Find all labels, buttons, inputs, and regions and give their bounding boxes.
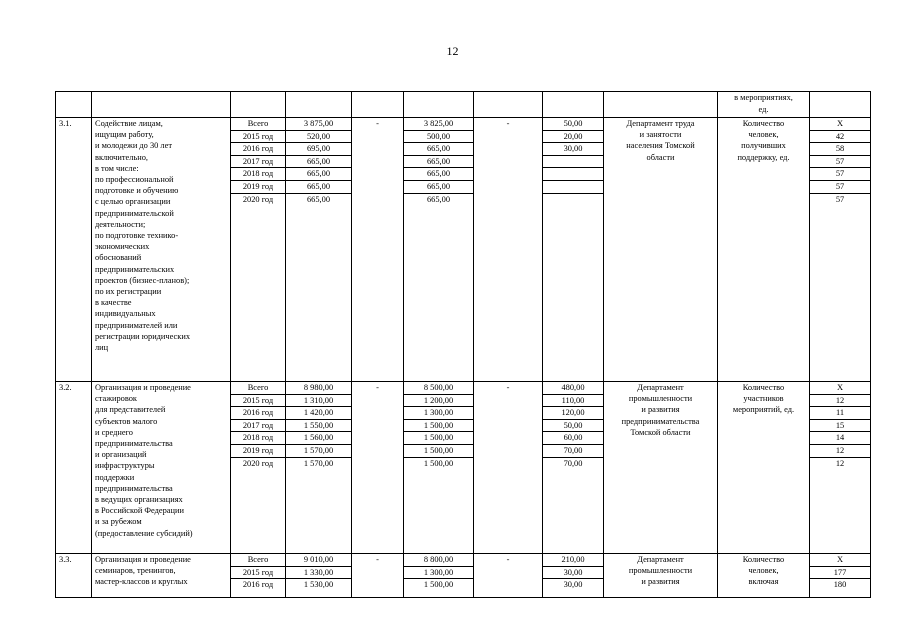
- activity-name-line: в Российской Федерации: [95, 506, 184, 516]
- activity-name-line: для представителей: [95, 405, 166, 415]
- indicator-value-cell: [810, 554, 871, 598]
- total-value: 8 980,00: [303, 383, 334, 392]
- extra-value: 60,00: [543, 431, 603, 444]
- year-label-cell: [231, 554, 286, 598]
- indicator-line: Количество: [742, 383, 785, 392]
- regional-value: 1 200,00: [404, 394, 473, 407]
- activity-name-line: субъектов малого: [95, 416, 158, 426]
- extra-value: 210,00: [561, 555, 585, 564]
- indicator-value: 12: [810, 394, 870, 407]
- total-value: 1 570,00: [286, 457, 351, 470]
- extra-value: 30,00: [543, 142, 603, 155]
- activity-name-cell: [92, 118, 231, 382]
- federal-value: -: [376, 555, 379, 564]
- activity-id-cell: [56, 554, 92, 598]
- extra-value: [543, 180, 603, 193]
- responsible-cell: [604, 118, 718, 382]
- total-value: 665,00: [286, 180, 351, 193]
- regional-value: 1 300,00: [404, 406, 473, 419]
- regional-value: 665,00: [404, 193, 473, 206]
- activity-name-line: включительно,: [95, 152, 148, 162]
- indicator-line: получивших: [741, 141, 786, 151]
- total-value: 1 420,00: [286, 406, 351, 419]
- page-number: 12: [446, 44, 459, 58]
- total-value: 1 330,00: [286, 566, 351, 579]
- indicator-value: 42: [810, 130, 870, 143]
- indicator-value: 177: [810, 566, 870, 579]
- local-cell: [474, 118, 543, 382]
- indicator-value: 57: [810, 167, 870, 180]
- regional-value: 1 300,00: [404, 566, 473, 579]
- responsible-line: Департамент: [637, 383, 684, 392]
- total-value: 9 010,00: [303, 555, 334, 564]
- responsible-line: Томской области: [630, 427, 691, 437]
- activity-name-cell: [92, 382, 231, 554]
- total-value: 1 560,00: [286, 431, 351, 444]
- federal-value: -: [376, 383, 379, 392]
- regional-value: 665,00: [404, 155, 473, 168]
- federal-value: -: [376, 119, 379, 128]
- year-label: 2017 год: [231, 155, 285, 168]
- total-value-cell: [286, 382, 352, 554]
- activity-name-line: предпринимательства: [95, 439, 173, 449]
- regional-value-cell: [404, 554, 474, 598]
- activity-row: [56, 382, 871, 554]
- extra-value: 120,00: [543, 406, 603, 419]
- total-value: 665,00: [286, 155, 351, 168]
- extra-value: 20,00: [543, 130, 603, 143]
- extra-value: 110,00: [543, 394, 603, 407]
- regional-value: 3 825,00: [423, 119, 454, 128]
- indicator-line: включая: [748, 577, 779, 587]
- activity-name-line: деятельности;: [95, 219, 146, 229]
- responsible-cell: [604, 382, 718, 554]
- activity-id-cell: [56, 382, 92, 554]
- regional-value: 500,00: [404, 130, 473, 143]
- year-label: 2020 год: [231, 457, 285, 470]
- year-label: 2020 год: [231, 193, 285, 206]
- extra-value-cell: [543, 382, 604, 554]
- extra-value: 70,00: [543, 444, 603, 457]
- responsible-line: и развития: [641, 405, 680, 415]
- year-label: Всего: [247, 119, 269, 128]
- indicator-line: участников: [743, 394, 784, 404]
- activity-row: [56, 118, 871, 382]
- total-value: 3 875,00: [303, 119, 334, 128]
- year-label: 2018 год: [231, 431, 285, 444]
- extra-value: 50,00: [543, 419, 603, 432]
- year-label: 2015 год: [231, 566, 285, 579]
- responsible-line: промышленности: [628, 566, 693, 576]
- year-label: 2015 год: [231, 130, 285, 143]
- extra-value: 50,00: [563, 119, 583, 128]
- indicator-header-line: ед.: [758, 105, 769, 114]
- extra-value: 480,00: [561, 383, 585, 392]
- responsible-line: Департамент: [637, 555, 684, 564]
- indicator-header-line: в мероприятиях,: [734, 93, 793, 102]
- activity-name-line: предпринимательских: [95, 264, 175, 274]
- extra-value: [543, 167, 603, 180]
- activity-name-line: и молодежи до 30 лет: [95, 141, 172, 151]
- activity-name-line: инфраструктуры: [95, 461, 155, 471]
- activity-name-line: лиц: [95, 343, 109, 353]
- indicator-value: 180: [810, 578, 870, 591]
- extra-value: [543, 155, 603, 168]
- activity-name-line: индивидуальных: [95, 309, 156, 319]
- year-label: Всего: [247, 555, 269, 564]
- indicator-value-cell: [810, 382, 871, 554]
- activity-id: 3.1.: [59, 119, 72, 128]
- indicator-value: 58: [810, 142, 870, 155]
- indicator-cell: [718, 554, 810, 598]
- indicator-value: 15: [810, 419, 870, 432]
- extra-value-cell: [543, 554, 604, 598]
- local-value: -: [506, 119, 510, 128]
- activity-name-line: по профессиональной: [95, 175, 174, 185]
- activity-name-line: по подготовке технико-: [95, 231, 179, 241]
- header-continuation-row: [56, 92, 871, 118]
- indicator-header-cell: [718, 92, 810, 118]
- year-label: 2016 год: [231, 142, 285, 155]
- indicator-value: Х: [836, 383, 844, 392]
- activity-name-line: Организация и проведение: [95, 383, 191, 392]
- extra-value-cell: [543, 118, 604, 382]
- activity-name-line: и среднего: [95, 427, 133, 437]
- regional-value: 1 500,00: [404, 457, 473, 470]
- activity-id-cell: [56, 118, 92, 382]
- indicator-value: 11: [810, 406, 870, 419]
- regional-value: 1 500,00: [404, 419, 473, 432]
- responsible-line: области: [646, 152, 675, 162]
- local-cell: [474, 554, 543, 598]
- activity-name-cell: [92, 554, 231, 598]
- activity-name-line: мастер-классов и круглых: [95, 577, 188, 587]
- regional-value-cell: [404, 118, 474, 382]
- activity-name-line: в качестве: [95, 298, 132, 308]
- extra-value: 70,00: [543, 457, 603, 470]
- indicator-value: 12: [810, 457, 870, 470]
- activities-table: [55, 91, 871, 598]
- total-value: 1 310,00: [286, 394, 351, 407]
- indicator-cell: [718, 118, 810, 382]
- indicator-line: поддержку, ед.: [737, 152, 790, 162]
- regional-value: 1 500,00: [404, 431, 473, 444]
- activity-id: 3.2.: [59, 383, 72, 392]
- indicator-value: 14: [810, 431, 870, 444]
- total-value: 665,00: [286, 193, 351, 206]
- activity-name-line: регистрации юридических: [95, 331, 191, 341]
- indicator-value: 57: [810, 155, 870, 168]
- regional-value: 8 500,00: [423, 383, 454, 392]
- activity-name-line: в том числе:: [95, 163, 139, 173]
- responsible-line: предпринимательства: [621, 416, 700, 426]
- regional-value: 1 500,00: [404, 444, 473, 457]
- activity-name-line: и за рубежом: [95, 517, 142, 527]
- responsible-cell: [604, 554, 718, 598]
- activity-name-line: стажировок: [95, 394, 137, 404]
- indicator-value: 57: [810, 193, 870, 206]
- responsible-line: Департамент труда: [626, 119, 695, 128]
- total-value-cell: [286, 118, 352, 382]
- total-value-cell: [286, 554, 352, 598]
- activity-name-line: ищущим работу,: [95, 130, 154, 140]
- responsible-line: и занятости: [639, 130, 682, 140]
- responsible-line: и развития: [641, 577, 680, 587]
- activity-name-line: подготовке и обучению: [95, 186, 179, 196]
- activity-name-line: предпринимателей или: [95, 320, 178, 330]
- activity-name-line: в ведущих организациях: [95, 495, 183, 505]
- local-cell: [474, 382, 543, 554]
- indicator-value-cell: [810, 118, 871, 382]
- activity-name-line: предпринимательской: [95, 208, 174, 218]
- regional-value: 665,00: [404, 180, 473, 193]
- activity-name-line: (предоставление субсидий): [95, 528, 193, 538]
- activity-name-line: и организаций: [95, 450, 147, 460]
- local-value: -: [506, 383, 510, 392]
- year-label: Всего: [247, 383, 269, 392]
- regional-value: 665,00: [404, 142, 473, 155]
- total-value: 520,00: [286, 130, 351, 143]
- indicator-value: 12: [810, 444, 870, 457]
- activity-name-line: Организация и проведение: [95, 555, 191, 564]
- regional-value: 8 800,00: [423, 555, 454, 564]
- total-value: 1 550,00: [286, 419, 351, 432]
- year-label: 2019 год: [231, 180, 285, 193]
- regional-value: 1 500,00: [404, 578, 473, 591]
- year-label: 2016 год: [231, 578, 285, 591]
- total-value: 1 570,00: [286, 444, 351, 457]
- activity-name-line: экономических: [95, 242, 150, 252]
- year-label: 2017 год: [231, 419, 285, 432]
- activity-name-line: с целью организации: [95, 197, 171, 207]
- federal-cell: [352, 554, 404, 598]
- total-value: 695,00: [286, 142, 351, 155]
- indicator-line: мероприятий, ед.: [732, 405, 795, 415]
- local-value: -: [506, 555, 510, 564]
- year-label: 2019 год: [231, 444, 285, 457]
- extra-value: [543, 193, 603, 206]
- year-label-cell: [231, 118, 286, 382]
- year-label: 2018 год: [231, 167, 285, 180]
- extra-value: 30,00: [543, 578, 603, 591]
- extra-value: 30,00: [543, 566, 603, 579]
- activity-id: 3.3.: [59, 555, 72, 564]
- indicator-value: 57: [810, 180, 870, 193]
- federal-cell: [352, 118, 404, 382]
- activity-row: [56, 554, 871, 598]
- indicator-line: человек,: [748, 566, 779, 576]
- responsible-line: промышленности: [628, 394, 693, 404]
- total-value: 665,00: [286, 167, 351, 180]
- activity-name-line: поддержки: [95, 472, 135, 482]
- year-label: 2015 год: [231, 394, 285, 407]
- indicator-value: Х: [836, 555, 844, 564]
- activity-name-line: предпринимательства: [95, 483, 173, 493]
- indicator-line: Количество: [742, 555, 785, 564]
- year-label-cell: [231, 382, 286, 554]
- activity-name-line: проектов (бизнес-планов);: [95, 275, 190, 285]
- activity-name-line: обоснований: [95, 253, 142, 263]
- activity-name-line: Содействие лицам,: [95, 119, 163, 128]
- indicator-cell: [718, 382, 810, 554]
- year-label: 2016 год: [231, 406, 285, 419]
- indicator-line: Количество: [742, 119, 785, 128]
- regional-value-cell: [404, 382, 474, 554]
- federal-cell: [352, 382, 404, 554]
- activity-name-line: семинаров, тренингов,: [95, 566, 176, 576]
- indicator-value: Х: [836, 119, 844, 128]
- total-value: 1 530,00: [286, 578, 351, 591]
- regional-value: 665,00: [404, 167, 473, 180]
- activity-name-line: по их регистрации: [95, 287, 162, 297]
- responsible-line: населения Томской: [626, 141, 695, 151]
- indicator-line: человек,: [748, 130, 779, 140]
